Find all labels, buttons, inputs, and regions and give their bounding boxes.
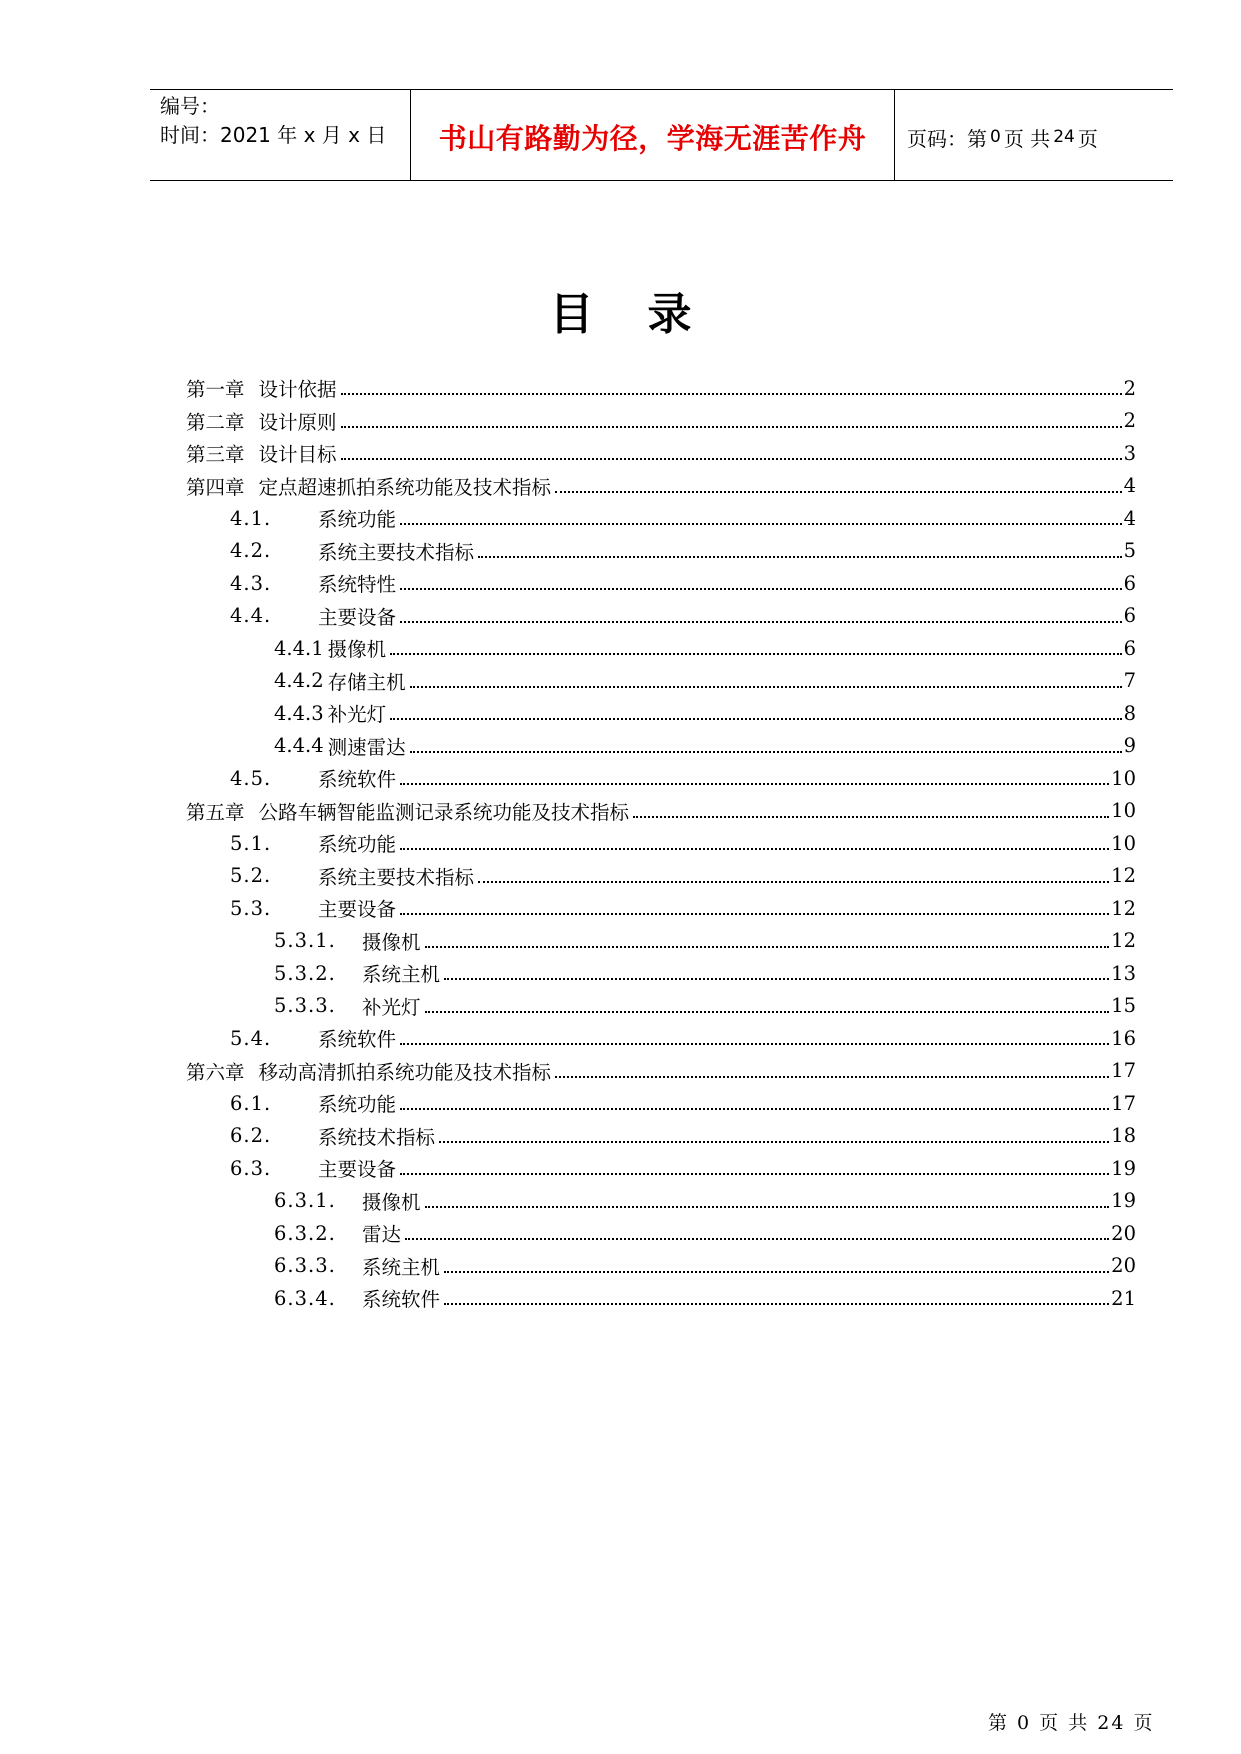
toc-dot-leader: [400, 1108, 1109, 1110]
toc-entry[interactable]: [186, 1217, 1136, 1250]
table-of-contents: [186, 372, 1136, 1315]
toc-entry-number: 第五章: [186, 800, 245, 824]
toc-entry-title: 测速雷达: [327, 735, 406, 759]
toc-entry-title: 系统主要技术指标: [318, 865, 475, 889]
toc-entry[interactable]: [186, 762, 1136, 795]
toc-entry[interactable]: [186, 1087, 1136, 1120]
toc-entry-number: 5.3.3.: [274, 994, 336, 1018]
toc-dot-leader: [400, 913, 1109, 915]
toc-dot-leader: [400, 848, 1109, 850]
toc-dot-leader: [425, 946, 1110, 948]
toc-dot-leader: [410, 686, 1122, 688]
toc-entry-title: 设计目标: [258, 443, 337, 467]
toc-entry-number: 第一章: [186, 378, 245, 402]
toc-entry-number: 6.3.: [230, 1156, 272, 1180]
toc-dot-leader: [478, 556, 1122, 558]
toc-entry[interactable]: [186, 632, 1136, 665]
toc-entry[interactable]: [186, 470, 1136, 503]
page-title: 目录: [549, 289, 746, 340]
toc-entry[interactable]: [186, 535, 1136, 568]
toc-dot-leader: [425, 1206, 1110, 1208]
toc-entry-page: 19: [1111, 1189, 1136, 1213]
toc-entry[interactable]: [186, 665, 1136, 698]
motto-text: 书山有路勤为径，学海无涯苦作舟: [438, 122, 867, 155]
toc-entry-page: 6: [1123, 636, 1136, 660]
toc-entry-page: 10: [1111, 799, 1136, 823]
toc-entry-title: 设计原则: [258, 410, 337, 434]
header-page-cell: [895, 90, 1173, 180]
toc-dot-leader: [400, 1173, 1109, 1175]
toc-dot-leader: [410, 751, 1122, 753]
toc-entry-page: 6: [1123, 571, 1136, 595]
toc-dot-leader: [341, 458, 1122, 460]
toc-entry-title: 系统软件: [318, 1028, 397, 1052]
toc-entry[interactable]: [186, 957, 1136, 990]
toc-entry-number: 4.4.: [230, 604, 272, 628]
toc-entry-page: 10: [1111, 831, 1136, 855]
toc-dot-leader: [390, 718, 1121, 720]
toc-entry-page: 3: [1123, 441, 1136, 465]
toc-entry-page: 17: [1111, 1091, 1136, 1115]
page-suffix: 页: [1077, 126, 1098, 151]
toc-entry-title: 主要设备: [318, 898, 397, 922]
toc-entry-title: 主要设备: [318, 605, 397, 629]
toc-dot-leader: [555, 1076, 1109, 1078]
toc-entry-page: 8: [1123, 701, 1136, 725]
toc-entry-title: 系统功能: [318, 508, 397, 532]
toc-entry-title: 系统主机: [362, 1255, 441, 1279]
toc-entry-number: 5.3.2.: [274, 961, 336, 985]
serial-number-label: 编号：: [160, 94, 220, 118]
toc-entry-page: 17: [1111, 1059, 1136, 1083]
toc-entry-number: 第六章: [186, 1060, 245, 1084]
toc-dot-leader: [400, 621, 1122, 623]
toc-entry-title: 主要设备: [318, 1158, 397, 1182]
toc-entry-page: 12: [1111, 929, 1136, 953]
toc-entry-page: 4: [1123, 474, 1136, 498]
toc-entry[interactable]: [186, 1185, 1136, 1218]
page-current: 0: [990, 127, 1001, 147]
toc-entry-number: 4.3.: [230, 571, 272, 595]
page-mid: 页 共: [1003, 126, 1051, 151]
toc-entry-title: 摄像机: [327, 638, 387, 662]
toc-dot-leader: [444, 1303, 1109, 1305]
toc-entry[interactable]: [186, 697, 1136, 730]
toc-entry-page: 18: [1111, 1124, 1136, 1148]
toc-entry-page: 21: [1111, 1286, 1136, 1310]
time-label: 时间：2021 年 x 月 x 日: [160, 123, 387, 147]
toc-entry-number: 4.5.: [230, 766, 272, 790]
toc-entry-title: 系统功能: [318, 833, 397, 857]
toc-entry-number: 6.3.2.: [274, 1221, 336, 1245]
toc-entry-number: 5.2.: [230, 864, 272, 888]
toc-entry-page: 10: [1111, 766, 1136, 790]
toc-entry-title: 系统主机: [362, 963, 441, 987]
toc-entry-title: 存储主机: [327, 670, 406, 694]
toc-entry-page: 6: [1123, 604, 1136, 628]
toc-entry-page: 2: [1123, 376, 1136, 400]
toc-entry[interactable]: [186, 1152, 1136, 1185]
toc-entry-number: 5.4.: [230, 1026, 272, 1050]
toc-dot-leader: [400, 1043, 1109, 1045]
toc-entry[interactable]: [186, 405, 1136, 438]
toc-entry-title: 系统功能: [318, 1093, 397, 1117]
toc-entry-page: 9: [1123, 734, 1136, 758]
toc-dot-leader: [425, 1011, 1110, 1013]
toc-dot-leader: [341, 426, 1122, 428]
toc-dot-leader: [390, 653, 1121, 655]
header-info-cell: [150, 90, 410, 180]
toc-dot-leader: [341, 393, 1122, 395]
page-footer: 第 0 页 共 24 页: [988, 1712, 1155, 1734]
toc-entry-page: 2: [1123, 409, 1136, 433]
toc-entry-number: 4.1.: [230, 506, 272, 530]
toc-entry-title: 雷达: [362, 1223, 402, 1247]
toc-entry-number: 第二章: [186, 410, 245, 434]
page-prefix: 页码：第: [907, 126, 987, 151]
toc-entry-title: 系统特性: [318, 573, 397, 597]
toc-entry-title: 摄像机: [362, 1190, 421, 1214]
toc-entry-number: 4.4.1: [274, 636, 324, 660]
toc-entry-page: 12: [1111, 896, 1136, 920]
toc-entry-page: 4: [1123, 506, 1136, 530]
toc-entry-title: 设计依据: [258, 378, 337, 402]
toc-entry[interactable]: [186, 827, 1136, 860]
toc-entry-title: 补光灯: [327, 703, 387, 727]
header-motto-cell: [410, 90, 895, 180]
toc-dot-leader: [400, 783, 1109, 785]
toc-dot-leader: [555, 491, 1122, 493]
page-total: 24: [1053, 127, 1075, 147]
toc-entry[interactable]: [186, 1120, 1136, 1153]
toc-dot-leader: [633, 816, 1109, 818]
toc-entry-number: 6.3.4.: [274, 1286, 336, 1310]
toc-entry-number: 第四章: [186, 475, 245, 499]
toc-entry[interactable]: [186, 730, 1136, 763]
toc-entry[interactable]: [186, 1282, 1136, 1315]
toc-entry[interactable]: [186, 860, 1136, 893]
toc-entry-number: 6.2.: [230, 1124, 272, 1148]
toc-entry-number: 5.1.: [230, 831, 272, 855]
toc-entry-title: 摄像机: [362, 930, 421, 954]
toc-entry-title: 补光灯: [362, 995, 421, 1019]
toc-entry-number: 6.3.1.: [274, 1189, 336, 1213]
toc-entry-number: 5.3.: [230, 896, 272, 920]
toc-entry-number: 4.4.4: [274, 734, 324, 758]
toc-dot-leader: [478, 881, 1109, 883]
toc-entry-title: 系统软件: [318, 768, 397, 792]
toc-dot-leader: [444, 1271, 1109, 1273]
toc-dot-leader: [439, 1141, 1109, 1143]
toc-entry-number: 6.1.: [230, 1091, 272, 1115]
toc-entry-page: 15: [1111, 994, 1136, 1018]
toc-entry[interactable]: [186, 1022, 1136, 1055]
page-header: [150, 89, 1173, 181]
toc-entry[interactable]: [186, 600, 1136, 633]
toc-entry[interactable]: [186, 892, 1136, 925]
toc-entry-page: 19: [1111, 1156, 1136, 1180]
toc-entry[interactable]: [186, 1250, 1136, 1283]
toc-entry[interactable]: [186, 925, 1136, 958]
toc-dot-leader: [400, 523, 1122, 525]
toc-entry-title: 系统软件: [362, 1288, 441, 1312]
toc-entry-title: 公路车辆智能监测记录系统功能及技术指标: [258, 800, 630, 824]
toc-entry-title: 移动高清抓拍系统功能及技术指标: [258, 1060, 552, 1084]
toc-entry-number: 4.4.3: [274, 701, 324, 725]
toc-entry-number: 第三章: [186, 443, 245, 467]
toc-entry-page: 16: [1111, 1026, 1136, 1050]
toc-entry-page: 12: [1111, 864, 1136, 888]
toc-dot-leader: [400, 588, 1122, 590]
toc-entry-number: 5.3.1.: [274, 929, 336, 953]
toc-entry-title: 系统主要技术指标: [318, 540, 475, 564]
toc-entry-page: 20: [1111, 1221, 1136, 1245]
toc-entry-page: 20: [1111, 1254, 1136, 1278]
toc-entry-number: 4.4.2: [274, 669, 324, 693]
toc-dot-leader: [444, 978, 1109, 980]
toc-entry-page: 7: [1123, 669, 1136, 693]
toc-entry-title: 系统技术指标: [318, 1125, 436, 1149]
toc-entry[interactable]: [186, 1055, 1136, 1088]
toc-entry-page: 13: [1111, 961, 1136, 985]
toc-entry[interactable]: [186, 567, 1136, 600]
toc-entry-number: 4.2.: [230, 539, 272, 563]
toc-entry[interactable]: [186, 795, 1136, 828]
toc-entry-number: 6.3.3.: [274, 1254, 336, 1278]
toc-entry-page: 5: [1123, 539, 1136, 563]
toc-entry[interactable]: [186, 990, 1136, 1023]
toc-dot-leader: [405, 1238, 1109, 1240]
toc-entry[interactable]: [186, 437, 1136, 470]
toc-entry[interactable]: [186, 372, 1136, 405]
toc-entry-title: 定点超速抓拍系统功能及技术指标: [258, 475, 552, 499]
toc-entry[interactable]: [186, 502, 1136, 535]
